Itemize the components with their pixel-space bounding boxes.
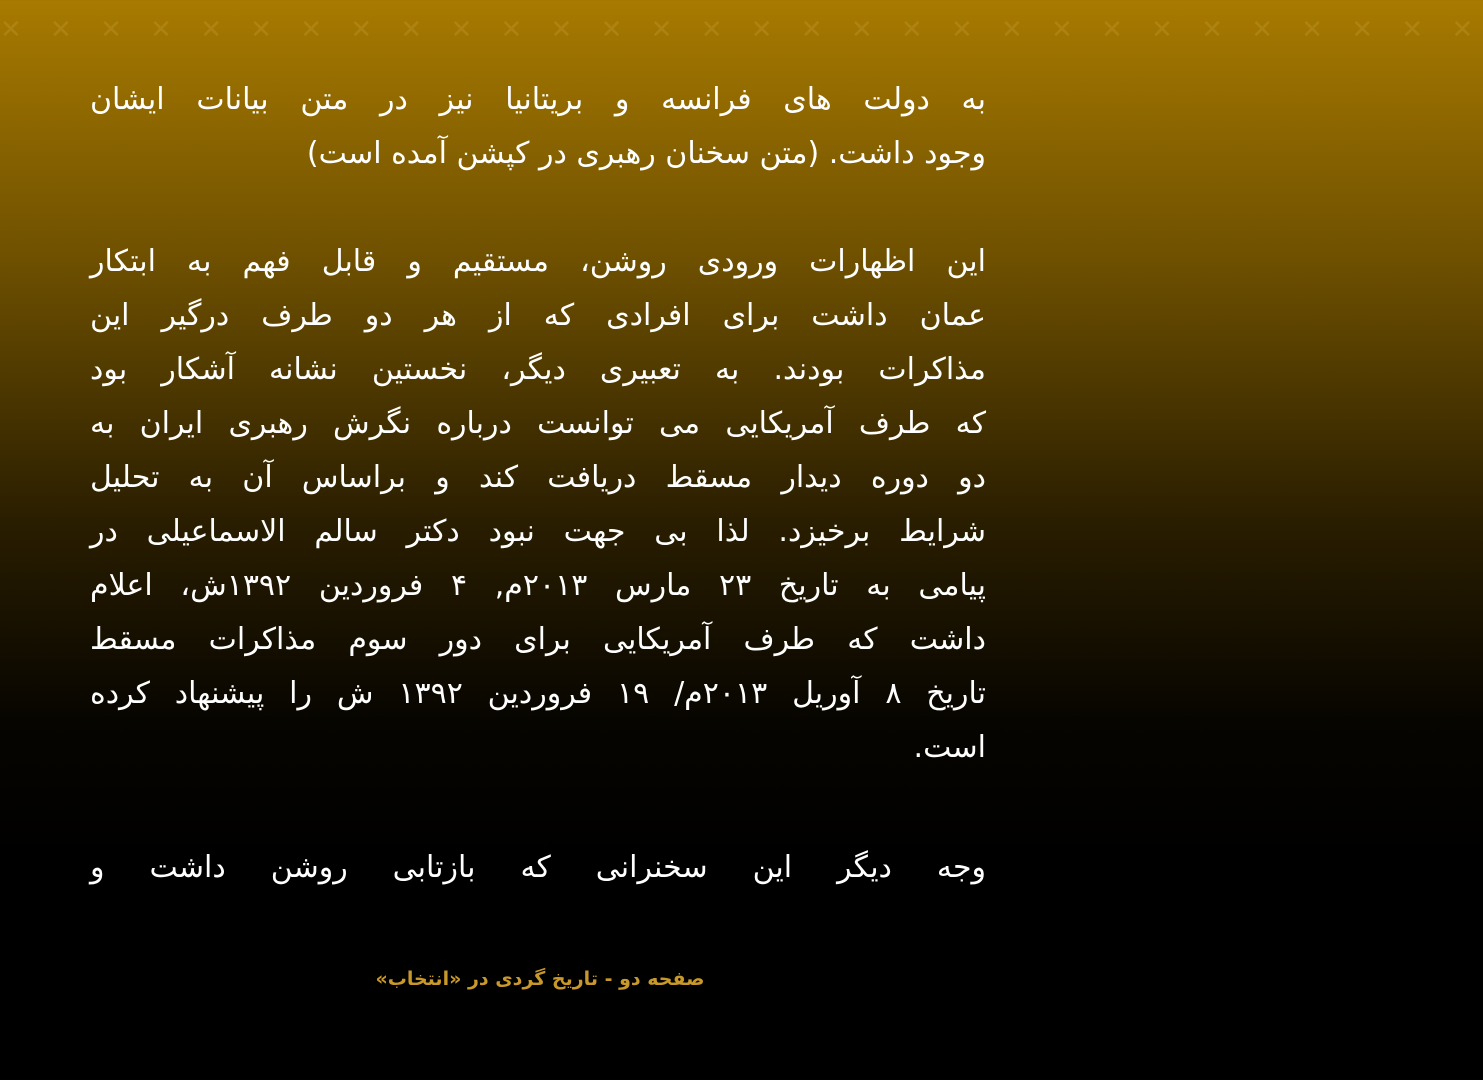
text-line: وجه دیگر این سخنرانی که بازتابی روشن داشت و [90, 850, 986, 885]
text-line: دو دوره دیدار مسقط دریافت کند و براساس آن به تحلیل [90, 460, 986, 495]
text-line: شرایط برخیزد. لذا بی جهت نبود دکتر سالم الاسماعیلی در [90, 514, 986, 549]
text-line: مذاکرات بودند. به تعبیری دیگر، نخستین نشانه آشکار بود [90, 352, 986, 387]
text-line: پیامی به تاریخ ۲۳ مارس ۲۰۱۳م, ۴ فروردین ۱۳۹۲ش، اعلام [90, 568, 986, 603]
paragraph-2 [90, 235, 986, 775]
text-line: که طرف آمریکایی می توانست درباره نگرش رهبری ایران به [90, 406, 986, 441]
text-line: تاریخ ۸ آوریل ۲۰۱۳م/ ۱۹ فروردین ۱۳۹۲ ش را پیشنهاد کرده [90, 676, 986, 711]
text-line: است. [913, 730, 986, 765]
footer-caption: صفحه دو - تاریخ گردی در «انتخاب» [375, 968, 705, 990]
decorative-pattern: ✕ ✕ ✕ ✕ ✕ ✕ ✕ ✕ ✕ ✕ ✕ ✕ ✕ ✕ ✕ ✕ ✕ ✕ ✕ ✕ ✕ ✕ ✕ ✕ ✕ ✕ ✕ ✕ ✕ ✕ [0, 15, 1483, 45]
text-line: به دولت های فرانسه و بریتانیا نیز در متن بیانات ایشان [90, 82, 986, 117]
paragraph-1 [90, 73, 986, 181]
paragraph-3 [90, 841, 986, 895]
text-line: وجود داشت. (متن سخنان رهبری در کپشن آمده است) [306, 136, 986, 171]
text-line: داشت که طرف آمریکایی برای دور سوم مذاکرات مسقط [90, 622, 986, 657]
text-line: عمان داشت برای افرادی که از هر دو طرف درگیر این [90, 298, 986, 333]
text-line: این اظهارات ورودی روشن، مستقیم و قابل فهم به ابتکار [90, 244, 986, 279]
